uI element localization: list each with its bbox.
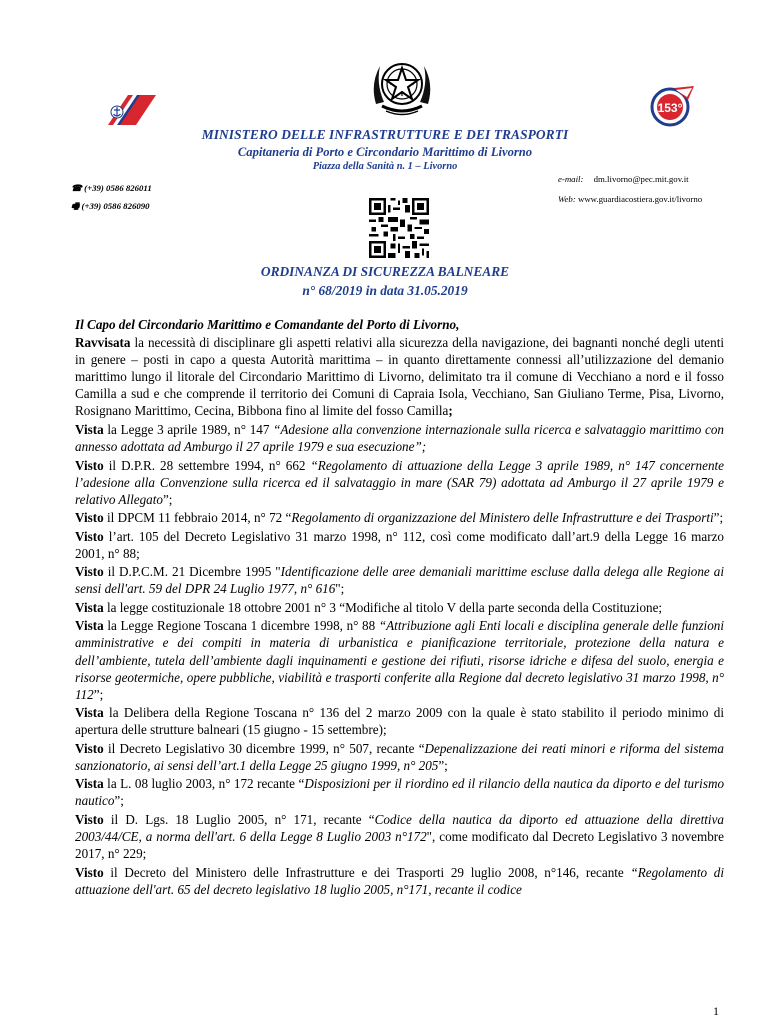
issuer-heading: Il Capo del Circondario Marittimo e Comandante del Porto di Livorno, — [75, 317, 460, 332]
paragraph-legge-toscana-88-1998: Vista la Legge Regione Toscana 1 dicembre 1998, n° 88 “Attribuzione agli Enti locali e disciplina generale delle funzioni amministrative e dei compiti in materia di urbanistica e pianificazione territoriale, protezione della natura e dell’ambiente, tutela dell’ambiente dagli inquinamenti e gestione dei rifiuti, risorse idriche e difesa del suolo, energia e risorse geotermiche, opere pubbliche, viabilità e trasporti conferite alla Regione dal decreto legislativo 31 marzo 1998, n° 112”; — [75, 618, 724, 702]
phone-number: (+39) 0586 826011 — [84, 183, 152, 193]
ordinance-number: n° 68/2019 in data 31.05.2019 — [302, 283, 468, 298]
paragraph-dm-146-2008: Visto il Decreto del Ministero delle Infrastrutture e dei Trasporti 29 luglio 2008, n°146, recante “Regolamento di attuazione dell'art. 65 del decreto legislativo 18 luglio 2005, n°171, recante il codice — [75, 864, 724, 897]
ordinance-title: ORDINANZA DI SICUREZZA BALNEARE — [260, 264, 510, 279]
fax-number: (+39) 0586 826090 — [81, 201, 150, 211]
authority-name: Capitaneria di Porto e Circondario Marittimo di Livorno — [237, 145, 533, 159]
paragraph-dlgs-112-1998: Visto l’art. 105 del Decreto Legislativo 31 marzo 1998, n° 112, così come modificato dall’art.9 della Legge 16 marzo 2001, n° 88; — [75, 528, 724, 561]
fax-line — [71, 200, 150, 215]
web-line — [558, 194, 702, 204]
paragraph-legge-172-2003: Vista la L. 08 luglio 2003, n° 172 recante “Disposizioni per il riordino ed il rilancio della nautica da diporto e del turismo nautico”; — [75, 776, 725, 809]
anniversary-badge-logo — [648, 84, 696, 128]
web-label: Web: — [558, 194, 576, 204]
ministry-title: MINISTERO DELLE INFRASTRUTTURE E DEI TRASPORTI — [201, 127, 569, 142]
paragraph-dpcm-72-2014: Visto il DPCM 11 febbraio 2014, n° 72 “Regolamento di organizzazione del Ministero delle Infrastrutture e dei Trasporti”; — [75, 510, 724, 526]
badge-text: 153° — [657, 101, 683, 115]
email-address[interactable]: dm.livorno@pec.mit.gov.it — [593, 174, 689, 184]
paragraph-delibera-136-2009: Vista la Delibera della Regione Toscana n° 136 del 2 marzo 2009 con la quale è stato stabilito il periodo minimo di apertura delle strutture balneari (15 giugno - 15 settembre); — [75, 705, 724, 738]
paragraph-dpcm-1995: Visto il D.P.C.M. 21 Dicembre 1995 "Identificazione delle aree demaniali marittime escluse dalla delega alle Regione ai sensi dell'art. 59 del DPR 24 Luglio 1977, n° 616"; — [75, 564, 724, 597]
paragraph-dlgs-171-2005: Visto il D. Lgs. 18 Luglio 2005, n° 171, recante “Codice della nautica da diporto ed attuazione della direttiva 2003/44/CE, a norma dell'art. 6 della Legge 8 Luglio 2003 n°172", come modificato dal Decreto Legislativo 3 novembre 2017, n° 229; — [75, 811, 724, 862]
page-number: 1 — [713, 1004, 719, 1018]
coast-guard-logo — [106, 95, 156, 125]
phone-line — [71, 183, 152, 194]
website-url[interactable]: www.guardiacostiera.gov.it/livorno — [577, 194, 703, 204]
office-address: Piazza della Sanità n. 1 – Livorno — [312, 161, 458, 172]
phone-icon: ☎ — [71, 183, 82, 193]
fax-icon: 🖷 — [71, 201, 80, 211]
email-label: e-mail: — [558, 174, 584, 184]
paragraph-legge-cost-3-2001: Vista la legge costituzionale 18 ottobre 2001 n° 3 “Modifiche al titolo V della parte seconda della Costituzione; — [75, 599, 663, 615]
document-body — [75, 316, 724, 899]
paragraph-legge-147-1989: Vista la Legge 3 aprile 1989, n° 147 “Adesione alla convenzione internazionale sulla ricerca e salvataggio marittimo con annesso adottata ad Amburgo il 27 aprile 1979 e sua esecuzione”; — [75, 421, 725, 455]
paragraph-dlgs-507-1999: Visto il Decreto Legislativo 30 dicembre 1999, n° 507, recante “Depenalizzazione dei reati minori e riforma del sistema sanzionatorio, ai sensi dell’art.1 della Legge 25 giugno 1999, n° 205”; — [75, 740, 724, 773]
qr-code-icon — [367, 198, 431, 258]
email-line — [558, 174, 689, 184]
paragraph-dpr-662-1994: Visto il D.P.R. 28 settembre 1994, n° 662 “Regolamento di attuazione della Legge 3 aprile 1989, n° 147 concernente l’adesione alla Convenzione sulla ricerca ed il salvataggio in mare (SAR 79) adottata ad Amburgo il 27 aprile 1979 e relativo Allegato”; — [75, 457, 725, 507]
paragraph-ravvisata: Ravvisata la necessità di disciplinare gli aspetti relativi alla sicurezza della navigazione, dei bagnanti nonché degli utenti in genere – posti in capo a questa Autorità marittima – in quanto direttamente connessi all’utilizzazione del demanio marittimo lungo il litorale del Circondario Marittimo di Livorno, delimitato tra il comune di Vecchiano a nord e il fosso Camilla a sud e che comprende il territorio dei Comuni di Capraia Isola, Vecchiano, San Giuliano Terme, Pisa, Livorno, Rosignano Marittimo, Cecina, Bibbona fino al limite del fosso Camilla; — [75, 335, 724, 419]
italian-republic-emblem-icon — [366, 54, 438, 120]
